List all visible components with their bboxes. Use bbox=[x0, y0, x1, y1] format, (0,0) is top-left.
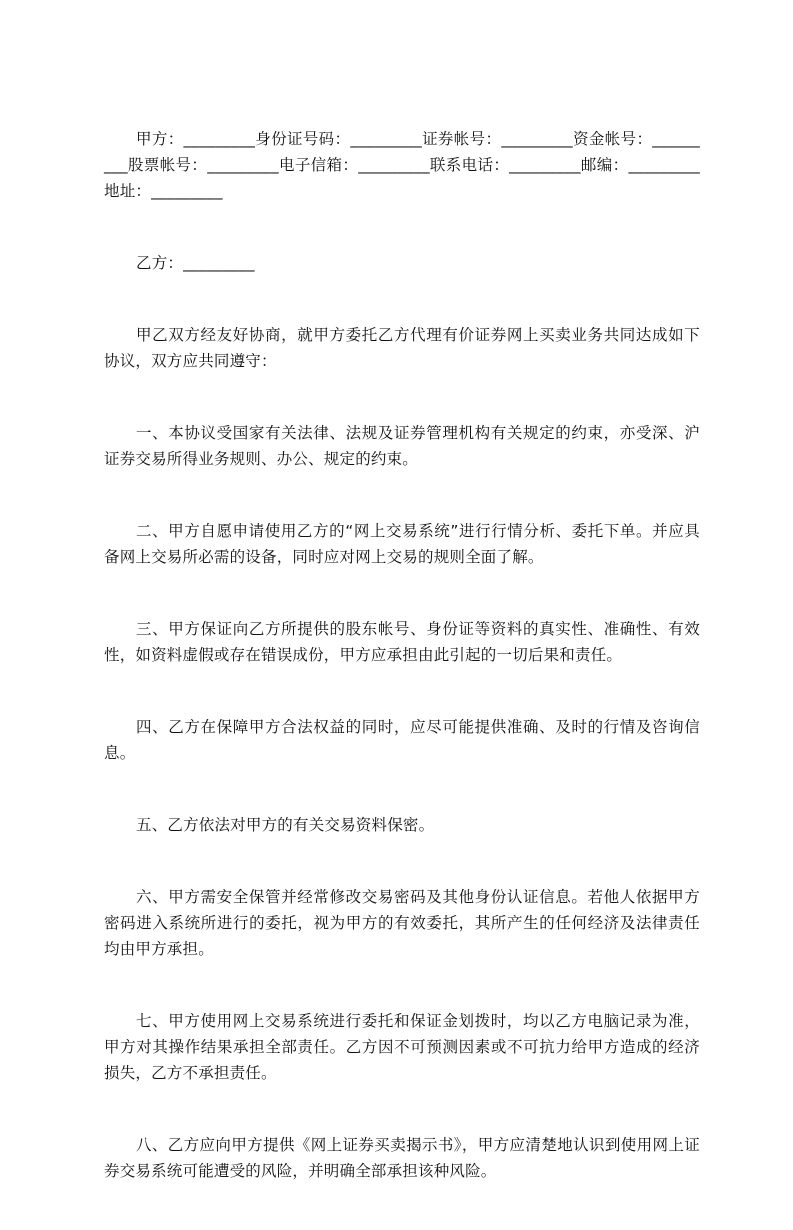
party-a-info: 甲方：_________身份证号码：_________证券帐号：_________资金帐号：_________股票帐号：_________电子信箱：_________联系电话：_________邮编：_________地址：_________ bbox=[104, 130, 700, 200]
preamble-paragraph: 甲乙双方经友好协商，就甲方委托乙方代理有价证券网上买卖业务共同达成如下协议，双方应共同遵守： bbox=[104, 326, 700, 370]
clause-2: 二、甲方自愿申请使用乙方的“网上交易系统”进行行情分析、委托下单。并应具备网上交易所必需的设备，同时应对网上交易的规则全面了解。 bbox=[104, 522, 700, 566]
clause-1: 一、本协议受国家有关法律、法规及证券管理机构有关规定的约束，亦受深、沪证券交易所得业务规则、办公、规定的约束。 bbox=[104, 424, 700, 468]
document-body bbox=[104, 126, 700, 1230]
clause-6: 六、甲方需安全保管并经常修改交易密码及其他身份认证信息。若他人依据甲方密码进入系统所进行的委托，视为甲方的有效委托，其所产生的任何经济及法律责任均由甲方承担。 bbox=[104, 888, 700, 958]
clause-8: 八、乙方应向甲方提供《网上证券买卖揭示书》，甲方应清楚地认识到使用网上证券交易系统可能遭受的风险，并明确全部承担该种风险。 bbox=[104, 1136, 700, 1180]
party-b-info: 乙方：_________ bbox=[136, 254, 255, 272]
clause-4: 四、乙方在保障甲方合法权益的同时，应尽可能提供准确、及时的行情及咨询信息。 bbox=[104, 718, 700, 762]
clause-7: 七、甲方使用网上交易系统进行委托和保证金划拨时，均以乙方电脑记录为准，甲方对其操作结果承担全部责任。乙方因不可预测因素或不可抗力给甲方造成的经济损失，乙方不承担责任。 bbox=[104, 1012, 700, 1082]
clause-3: 三、甲方保证向乙方所提供的股东帐号、身份证等资料的真实性、准确性、有效性，如资料虚假或存在错误成份，甲方应承担由此引起的一切后果和责任。 bbox=[104, 620, 700, 664]
clause-5: 五、乙方依法对甲方的有关交易资料保密。 bbox=[136, 816, 435, 834]
